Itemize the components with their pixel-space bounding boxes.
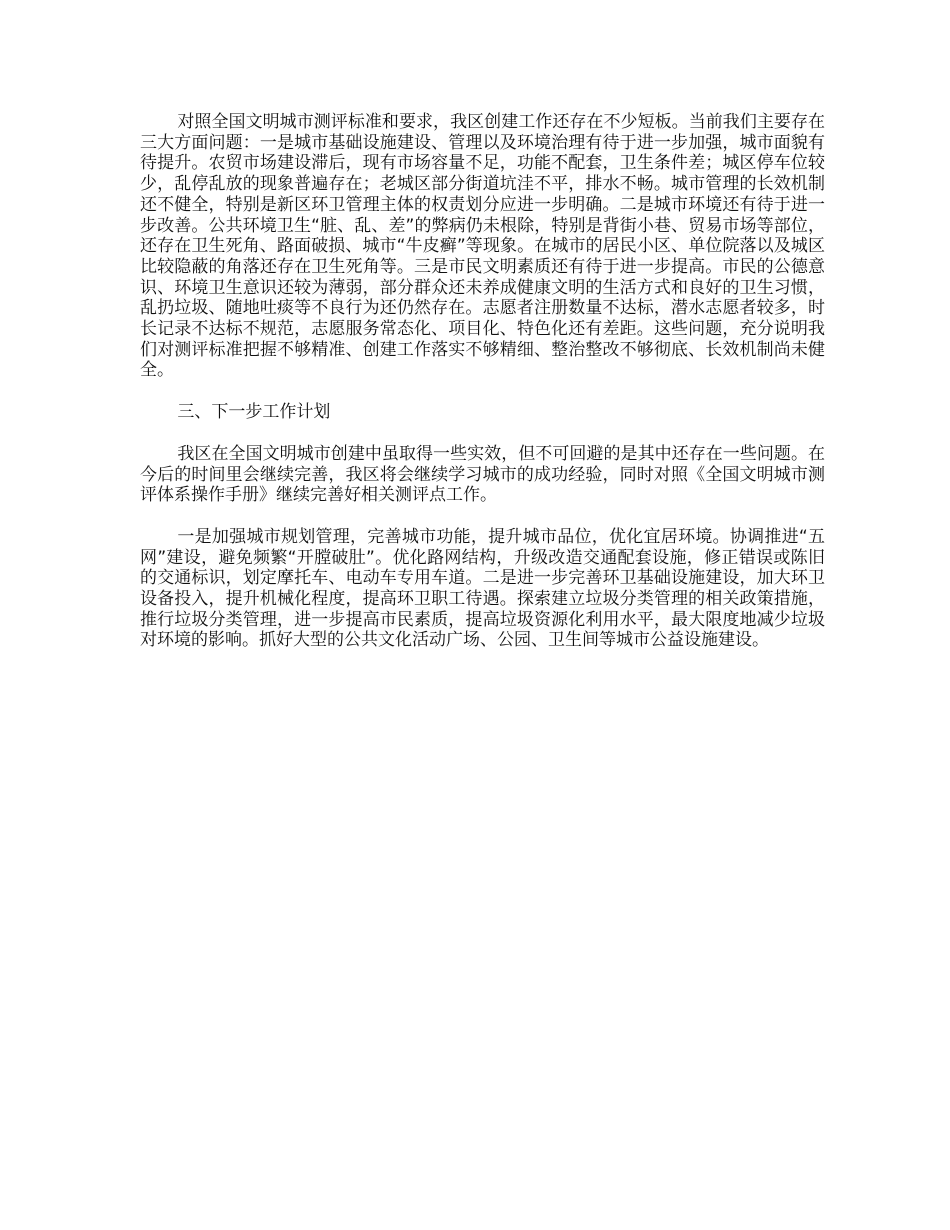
paragraph-problems: 对照全国文明城市测评标准和要求，我区创建工作还存在不少短板。当前我们主要存在三大方面问题：一是城市基础设施建设、管理以及环境治理有待于进一步加强，城市面貌有待提升。农贸市场建设滞后，现有市场容量不足，功能不配套，卫生条件差；城区停车位较少，乱停乱放的现象普遍存在；老城区部分街道坑洼不平，排水不畅。城市管理的长效机制还不健全，特别是新区环卫管理主体的权责划分应进一步明确。二是城市环境还有待于进一步改善。公共环境卫生“脏、乱、差”的弊病仍未根除，特别是背街小巷、贸易市场等部位，还存在卫生死角、路面破损、城市“牛皮癣”等现象。在城市的居民小区、单位院落以及城区比较隐蔽的角落还存在卫生死角等。三是市民文明素质还有待于进一步提高。市民的公德意识、环境卫生意识还较为薄弱，部分群众还未养成健康文明的生活方式和良好的卫生习惯，乱扔垃圾、随地吐痰等不良行为还仍然存在。志愿者注册数量不达标，潜水志愿者较多，时长记录不达标不规范，志愿服务常态化、项目化、特色化还有差距。这些问题，充分说明我们对测评标准把握不够精准、创建工作落实不够精细、整治整改不够彻底、长效机制尚未健全。 [140,112,825,381]
paragraph-plan-details: 一是加强城市规划管理，完善城市功能，提升城市品位，优化宜居环境。协调推进“五网”建设，避免频繁“开膛破肚”。优化路网结构，升级改造交通配套设施，修正错误或陈旧的交通标识，划定摩托车、电动车专用车道。二是进一步完善环卫基础设施建设，加大环卫设备投入，提升机械化程度，提高环卫职工待遇。探索建立垃圾分类管理的相关政策措施，推行垃圾分类管理，进一步提高市民素质，提高垃圾资源化利用水平，最大限度地减少垃圾对环境的影响。抓好大型的公共文化活动广场、公园、卫生间等城市公益设施建设。 [140,526,825,651]
section-heading-next-steps: 三、下一步工作计划 [177,402,331,423]
paragraph-plan-intro: 我区在全国文明城市创建中虽取得一些实效，但不可回避的是其中还存在一些问题。在今后的时间里会继续完善，我区将会继续学习城市的成功经验，同时对照《全国文明城市测评体系操作手册》继续完善好相关测评点工作。 [140,443,825,506]
document-body [140,112,825,672]
